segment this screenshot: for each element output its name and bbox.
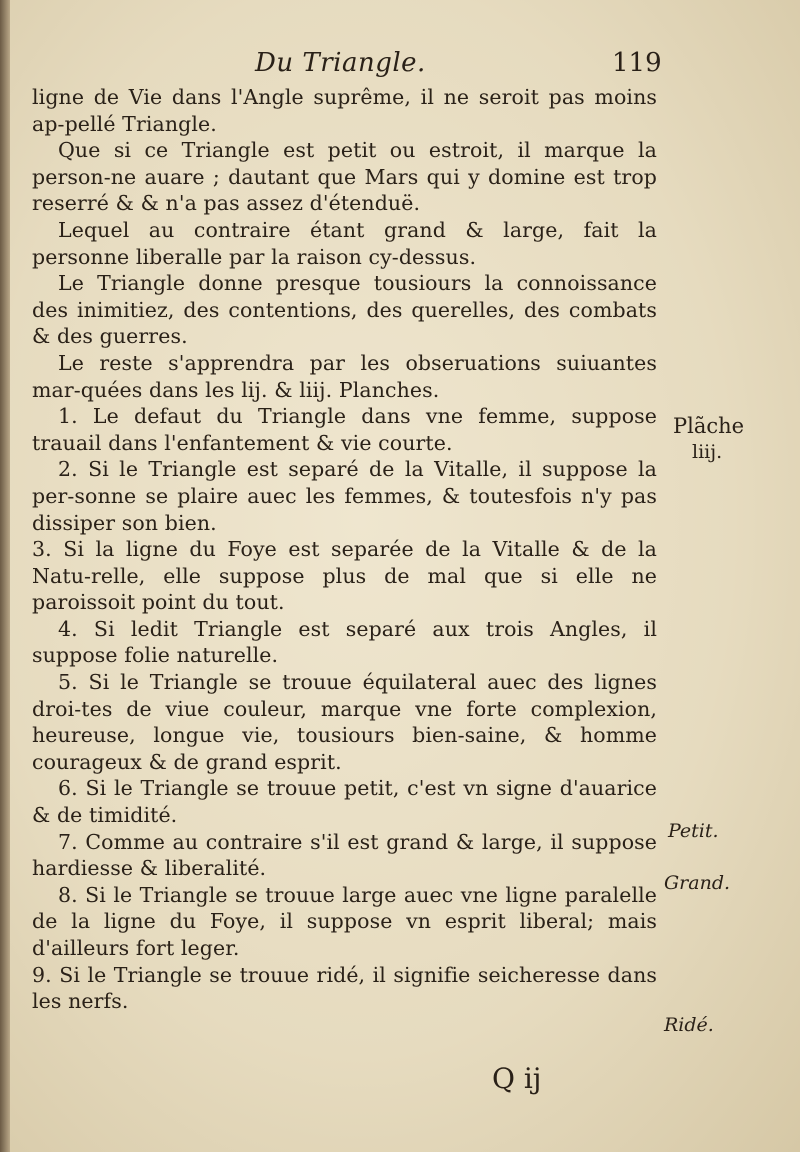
paragraph-2: Que si ce Triangle est petit ou estroit, il marque la person-ne auare ; dautant que Mars qui y domine est trop reserré & & n'a pas assez d'étenduë. [32,138,657,216]
observation-6: 6. Si le Triangle se trouue petit, c'est vn signe d'auarice & de timidité. [32,776,657,828]
margin-note-grand: Grand. [664,872,731,894]
page-header [0,48,800,88]
observation-5: 5. Si le Triangle se trouue équilateral auec des lignes droi-tes de viue couleur, marque vne forte complexion, heureuse, longue vie, tousiours bien-saine, & homme courageux & de grand esprit. [32,670,657,774]
signature-mark: Q ij [492,1062,542,1095]
paragraph-4: Le Triangle donne presque tousiours la connoissance des inimitiez, des contentions, des querelles, des combats & des guerres. [32,271,657,349]
paragraph-3: Lequel au contraire étant grand & large, fait la personne liberalle par la raison cy-dessus. [32,217,657,269]
observation-4: 4. Si ledit Triangle est separé aux trois Angles, il suppose folie naturelle. [32,616,657,668]
paragraph-5: Le reste s'apprendra par les obseruations suiuantes mar-quées dans les lij. & liij. Planches. [32,350,657,402]
observation-2: 2. Si le Triangle est separé de la Vitalle, il suppose la per-sonne se plaire auec les femmes, & toutesfois n'y pas dissiper son bien. [32,457,657,535]
margin-note-ride: Ridé. [664,1014,714,1036]
observation-9: 9. Si le Triangle se trouue ridé, il signifie seicheresse dans les nerfs. [32,962,657,1014]
paragraph-1: ligne de Vie dans l'Angle suprême, il ne seroit pas moins ap-pellé Triangle. [32,85,657,136]
observation-8: 8. Si le Triangle se trouue large auec vne ligne paralelle de la ligne du Foye, il suppose vn esprit liberal; mais d'ailleurs fort leger. [32,882,657,960]
body-text [32,84,657,1015]
margin-note-planche-number: liij. [692,441,723,463]
margin-note-petit: Petit. [668,820,719,842]
margin-note-planche: Plãche [673,414,745,438]
running-title: Du Triangle. [255,48,426,78]
observation-3: 3. Si la ligne du Foye est separée de la Vitalle & de la Natu-relle, elle suppose plus de mal que si elle ne paroissoit point du tout. [32,537,657,615]
observation-1: 1. Le defaut du Triangle dans vne femme, suppose trauail dans l'enfantement & vie courte. [32,404,657,455]
page-edge-shadow [0,0,10,1152]
observation-7: 7. Comme au contraire s'il est grand & large, il suppose hardiesse & liberalité. [32,829,657,881]
page-number: 119 [612,48,662,78]
